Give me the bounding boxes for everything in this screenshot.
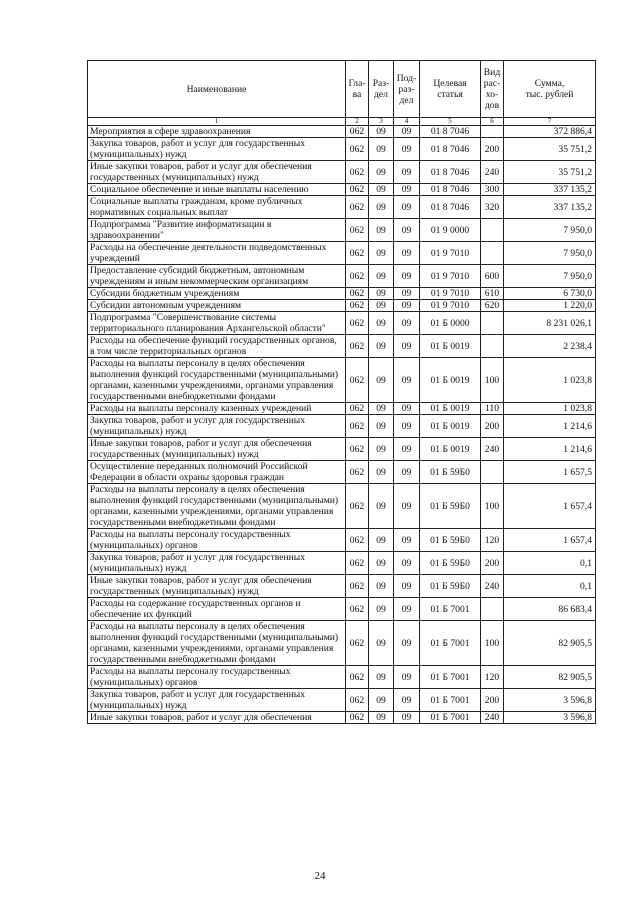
- row-subsection: 09: [394, 529, 420, 552]
- row-subsection: 09: [394, 300, 420, 312]
- column-number: 1: [88, 118, 346, 126]
- column-number: 2: [346, 118, 369, 126]
- row-name: Закупка товаров, работ и услуг для государственных (муниципальных) нужд: [88, 138, 346, 161]
- row-target-article: 01 9 7010: [420, 300, 481, 312]
- header-amount: Сумма, тыс. рублей: [504, 61, 596, 118]
- row-name: Иные закупки товаров, работ и услуг для обеспечения государственных (муниципальных) нужд: [88, 438, 346, 461]
- row-name: Закупка товаров, работ и услуг для государственных (муниципальных) нужд: [88, 415, 346, 438]
- row-section: 09: [369, 335, 394, 358]
- row-expense-type: [481, 335, 504, 358]
- row-subsection: 09: [394, 184, 420, 196]
- row-amount: 337 135,2: [504, 184, 596, 196]
- row-name: Иные закупки товаров, работ и услуг для обеспечения государственных (муниципальных) нужд: [88, 161, 346, 184]
- row-amount: 3 596,8: [504, 689, 596, 712]
- row-name: Расходы на содержание государственных органов и обеспечение их функций: [88, 598, 346, 621]
- row-name: Субсидии автономным учреждениям: [88, 300, 346, 312]
- row-chapter: 062: [346, 689, 369, 712]
- table-row: [88, 403, 596, 415]
- row-section: 09: [369, 300, 394, 312]
- row-amount: 8 231 026,1: [504, 312, 596, 335]
- page-number: 24: [314, 870, 326, 882]
- row-amount: 35 751,2: [504, 161, 596, 184]
- column-number-row: [88, 118, 596, 126]
- row-target-article: 01 9 7010: [420, 288, 481, 300]
- table-row: [88, 184, 596, 196]
- row-subsection: 09: [394, 335, 420, 358]
- row-target-article: 01 9 7010: [420, 265, 481, 288]
- row-section: 09: [369, 358, 394, 403]
- row-expense-type: [481, 598, 504, 621]
- row-section: 09: [369, 552, 394, 575]
- row-name: Расходы на выплаты персоналу в целях обеспечения выполнения функций государственными (муниципальными) органами, казенными учреждениями, органами управления государственными внебюджетными фондами: [88, 358, 346, 403]
- row-amount: 1 023,8: [504, 358, 596, 403]
- row-chapter: 062: [346, 288, 369, 300]
- row-chapter: 062: [346, 529, 369, 552]
- row-amount: 0,1: [504, 552, 596, 575]
- row-amount: 1 657,5: [504, 461, 596, 484]
- row-subsection: 09: [394, 219, 420, 242]
- row-section: 09: [369, 689, 394, 712]
- row-chapter: 062: [346, 184, 369, 196]
- row-name: Осуществление переданных полномочий Российской Федерации в области охраны здоровья граждан: [88, 461, 346, 484]
- row-target-article: 01 Б 0019: [420, 403, 481, 415]
- row-name: Расходы на выплаты персоналу казенных учреждений: [88, 403, 346, 415]
- row-subsection: 09: [394, 552, 420, 575]
- column-number: 6: [481, 118, 504, 126]
- row-name: Иные закупки товаров, работ и услуг для обеспечения: [88, 712, 346, 724]
- row-section: 09: [369, 126, 394, 138]
- row-expense-type: 100: [481, 621, 504, 666]
- row-chapter: 062: [346, 666, 369, 689]
- row-section: 09: [369, 403, 394, 415]
- row-section: 09: [369, 461, 394, 484]
- table-row: [88, 219, 596, 242]
- row-section: 09: [369, 415, 394, 438]
- table-row: [88, 138, 596, 161]
- row-subsection: 09: [394, 461, 420, 484]
- row-target-article: 01 Б 0019: [420, 415, 481, 438]
- row-target-article: 01 9 7010: [420, 242, 481, 265]
- row-subsection: 09: [394, 712, 420, 724]
- row-chapter: 062: [346, 712, 369, 724]
- column-number: 3: [369, 118, 394, 126]
- row-chapter: 062: [346, 358, 369, 403]
- row-subsection: 09: [394, 575, 420, 598]
- row-expense-type: 620: [481, 300, 504, 312]
- table-row: [88, 689, 596, 712]
- row-amount: 337 135,2: [504, 196, 596, 219]
- row-expense-type: [481, 312, 504, 335]
- row-subsection: 09: [394, 265, 420, 288]
- row-section: 09: [369, 598, 394, 621]
- table-row: [88, 161, 596, 184]
- row-name: Иные закупки товаров, работ и услуг для обеспечения государственных (муниципальных) нужд: [88, 575, 346, 598]
- table-row: [88, 529, 596, 552]
- row-name: Социальное обеспечение и иные выплаты населению: [88, 184, 346, 196]
- row-subsection: 09: [394, 403, 420, 415]
- row-amount: 1 657,4: [504, 529, 596, 552]
- row-chapter: 062: [346, 161, 369, 184]
- row-name: Предоставление субсидий бюджетным, автономным учреждениям и иным некоммерческим организациям: [88, 265, 346, 288]
- row-name: Подпрограмма "Развитие информатизации в здравоохранении": [88, 219, 346, 242]
- table-row: [88, 358, 596, 403]
- row-name: Мероприятия в сфере здравоохранения: [88, 126, 346, 138]
- row-target-article: 01 8 7046: [420, 138, 481, 161]
- row-name: Подпрограмма "Совершенствование системы территориального планирования Архангельской области": [88, 312, 346, 335]
- header-chapter: Гла- ва: [346, 61, 369, 118]
- table-row: [88, 621, 596, 666]
- row-target-article: 01 Б 59Б0: [420, 529, 481, 552]
- row-chapter: 062: [346, 242, 369, 265]
- row-amount: 372 886,4: [504, 126, 596, 138]
- row-section: 09: [369, 138, 394, 161]
- row-amount: 82 905,5: [504, 621, 596, 666]
- row-amount: 1 657,4: [504, 484, 596, 529]
- header-subsection: Под- раз- дел: [394, 61, 420, 118]
- table-row: [88, 300, 596, 312]
- row-section: 09: [369, 575, 394, 598]
- row-chapter: 062: [346, 621, 369, 666]
- table-row: [88, 461, 596, 484]
- table-row: [88, 552, 596, 575]
- row-expense-type: [481, 126, 504, 138]
- row-section: 09: [369, 621, 394, 666]
- row-expense-type: 600: [481, 265, 504, 288]
- row-section: 09: [369, 161, 394, 184]
- table-row: [88, 666, 596, 689]
- row-expense-type: 120: [481, 666, 504, 689]
- row-section: 09: [369, 196, 394, 219]
- header-expense-type: Вид рас- хо- дов: [481, 61, 504, 118]
- table-row: [88, 415, 596, 438]
- table-row: [88, 126, 596, 138]
- row-expense-type: 120: [481, 529, 504, 552]
- table-row: [88, 312, 596, 335]
- row-amount: 0,1: [504, 575, 596, 598]
- row-target-article: 01 Б 7001: [420, 598, 481, 621]
- row-chapter: 062: [346, 415, 369, 438]
- row-amount: 2 238,4: [504, 335, 596, 358]
- row-section: 09: [369, 529, 394, 552]
- row-amount: 35 751,2: [504, 138, 596, 161]
- row-target-article: 01 8 7046: [420, 196, 481, 219]
- row-amount: 1 214,6: [504, 438, 596, 461]
- row-name: Расходы на обеспечение функций государственных органов, в том числе территориальных органов: [88, 335, 346, 358]
- table-row: [88, 712, 596, 724]
- row-chapter: 062: [346, 438, 369, 461]
- table-row: [88, 438, 596, 461]
- row-section: 09: [369, 438, 394, 461]
- header-target-article: Целевая статья: [420, 61, 481, 118]
- row-chapter: 062: [346, 403, 369, 415]
- row-expense-type: 240: [481, 438, 504, 461]
- row-target-article: 01 Б 59Б0: [420, 575, 481, 598]
- row-target-article: 01 8 7046: [420, 126, 481, 138]
- row-chapter: 062: [346, 265, 369, 288]
- row-expense-type: 320: [481, 196, 504, 219]
- row-section: 09: [369, 288, 394, 300]
- table-row: [88, 575, 596, 598]
- row-amount: 7 950,0: [504, 265, 596, 288]
- row-expense-type: 200: [481, 552, 504, 575]
- row-section: 09: [369, 219, 394, 242]
- row-name: Расходы на выплаты персоналу в целях обеспечения выполнения функций государственными (муниципальными) органами, казенными учреждениями, органами управления государственными внебюджетными фондами: [88, 484, 346, 529]
- row-chapter: 062: [346, 126, 369, 138]
- row-chapter: 062: [346, 598, 369, 621]
- row-target-article: 01 Б 0000: [420, 312, 481, 335]
- row-chapter: 062: [346, 196, 369, 219]
- row-section: 09: [369, 484, 394, 529]
- table-row: [88, 265, 596, 288]
- row-expense-type: 300: [481, 184, 504, 196]
- row-expense-type: [481, 219, 504, 242]
- row-subsection: 09: [394, 242, 420, 265]
- row-subsection: 09: [394, 621, 420, 666]
- row-target-article: 01 Б 0019: [420, 335, 481, 358]
- row-target-article: 01 Б 7001: [420, 621, 481, 666]
- row-expense-type: 200: [481, 138, 504, 161]
- row-target-article: 01 Б 7001: [420, 712, 481, 724]
- row-expense-type: 610: [481, 288, 504, 300]
- row-chapter: 062: [346, 138, 369, 161]
- table-row: [88, 242, 596, 265]
- row-expense-type: [481, 242, 504, 265]
- row-subsection: 09: [394, 161, 420, 184]
- row-chapter: 062: [346, 484, 369, 529]
- row-name: Субсидии бюджетным учреждениям: [88, 288, 346, 300]
- row-target-article: 01 Б 7001: [420, 689, 481, 712]
- row-chapter: 062: [346, 335, 369, 358]
- row-amount: 86 683,4: [504, 598, 596, 621]
- row-expense-type: 200: [481, 689, 504, 712]
- row-subsection: 09: [394, 689, 420, 712]
- row-subsection: 09: [394, 126, 420, 138]
- row-section: 09: [369, 312, 394, 335]
- row-subsection: 09: [394, 415, 420, 438]
- row-amount: 6 730,0: [504, 288, 596, 300]
- row-expense-type: 110: [481, 403, 504, 415]
- row-subsection: 09: [394, 666, 420, 689]
- row-target-article: 01 Б 7001: [420, 666, 481, 689]
- row-target-article: 01 Б 59Б0: [420, 552, 481, 575]
- row-amount: 82 905,5: [504, 666, 596, 689]
- row-expense-type: 240: [481, 161, 504, 184]
- row-expense-type: 100: [481, 484, 504, 529]
- row-expense-type: 100: [481, 358, 504, 403]
- row-name: Закупка товаров, работ и услуг для государственных (муниципальных) нужд: [88, 689, 346, 712]
- row-target-article: 01 Б 59Б0: [420, 484, 481, 529]
- row-subsection: 09: [394, 484, 420, 529]
- row-amount: 3 596,8: [504, 712, 596, 724]
- row-amount: 7 950,0: [504, 219, 596, 242]
- row-subsection: 09: [394, 288, 420, 300]
- header-section: Раз- дел: [369, 61, 394, 118]
- row-name: Расходы на выплаты персоналу государственных (муниципальных) органов: [88, 666, 346, 689]
- row-target-article: 01 Б 0019: [420, 358, 481, 403]
- column-number: 5: [420, 118, 481, 126]
- row-expense-type: [481, 461, 504, 484]
- table-row: [88, 598, 596, 621]
- row-expense-type: 200: [481, 415, 504, 438]
- table-row: [88, 288, 596, 300]
- column-number: 7: [504, 118, 596, 126]
- row-subsection: 09: [394, 438, 420, 461]
- row-amount: 1 220,0: [504, 300, 596, 312]
- row-chapter: 062: [346, 552, 369, 575]
- table-row: [88, 484, 596, 529]
- row-section: 09: [369, 242, 394, 265]
- row-name: Расходы на обеспечение деятельности подведомственных учреждений: [88, 242, 346, 265]
- row-target-article: 01 Б 0019: [420, 438, 481, 461]
- row-name: Закупка товаров, работ и услуг для государственных (муниципальных) нужд: [88, 552, 346, 575]
- row-subsection: 09: [394, 598, 420, 621]
- row-target-article: 01 8 7046: [420, 184, 481, 196]
- row-name: Расходы на выплаты персоналу государственных (муниципальных) органов: [88, 529, 346, 552]
- row-expense-type: 240: [481, 575, 504, 598]
- row-target-article: 01 9 0000: [420, 219, 481, 242]
- header-name: Наименование: [88, 61, 346, 118]
- row-section: 09: [369, 265, 394, 288]
- row-amount: 7 950,0: [504, 242, 596, 265]
- row-subsection: 09: [394, 358, 420, 403]
- row-target-article: 01 Б 59Б0: [420, 461, 481, 484]
- row-amount: 1 214,6: [504, 415, 596, 438]
- row-subsection: 09: [394, 196, 420, 219]
- row-section: 09: [369, 184, 394, 196]
- row-section: 09: [369, 712, 394, 724]
- row-chapter: 062: [346, 219, 369, 242]
- column-number: 4: [394, 118, 420, 126]
- row-expense-type: 240: [481, 712, 504, 724]
- row-name: Расходы на выплаты персоналу в целях обеспечения выполнения функций государственными (муниципальными) органами, казенными учреждениями, органами управления государственными внебюджетными фондами: [88, 621, 346, 666]
- row-subsection: 09: [394, 138, 420, 161]
- row-target-article: 01 8 7046: [420, 161, 481, 184]
- table-body: [88, 126, 596, 724]
- row-chapter: 062: [346, 300, 369, 312]
- row-chapter: 062: [346, 575, 369, 598]
- row-chapter: 062: [346, 312, 369, 335]
- row-name: Социальные выплаты гражданам, кроме публичных нормативных социальных выплат: [88, 196, 346, 219]
- header-row: [88, 61, 596, 118]
- row-chapter: 062: [346, 461, 369, 484]
- table-row: [88, 196, 596, 219]
- row-amount: 1 023,8: [504, 403, 596, 415]
- table-row: [88, 335, 596, 358]
- row-subsection: 09: [394, 312, 420, 335]
- budget-table: [87, 60, 596, 724]
- row-section: 09: [369, 666, 394, 689]
